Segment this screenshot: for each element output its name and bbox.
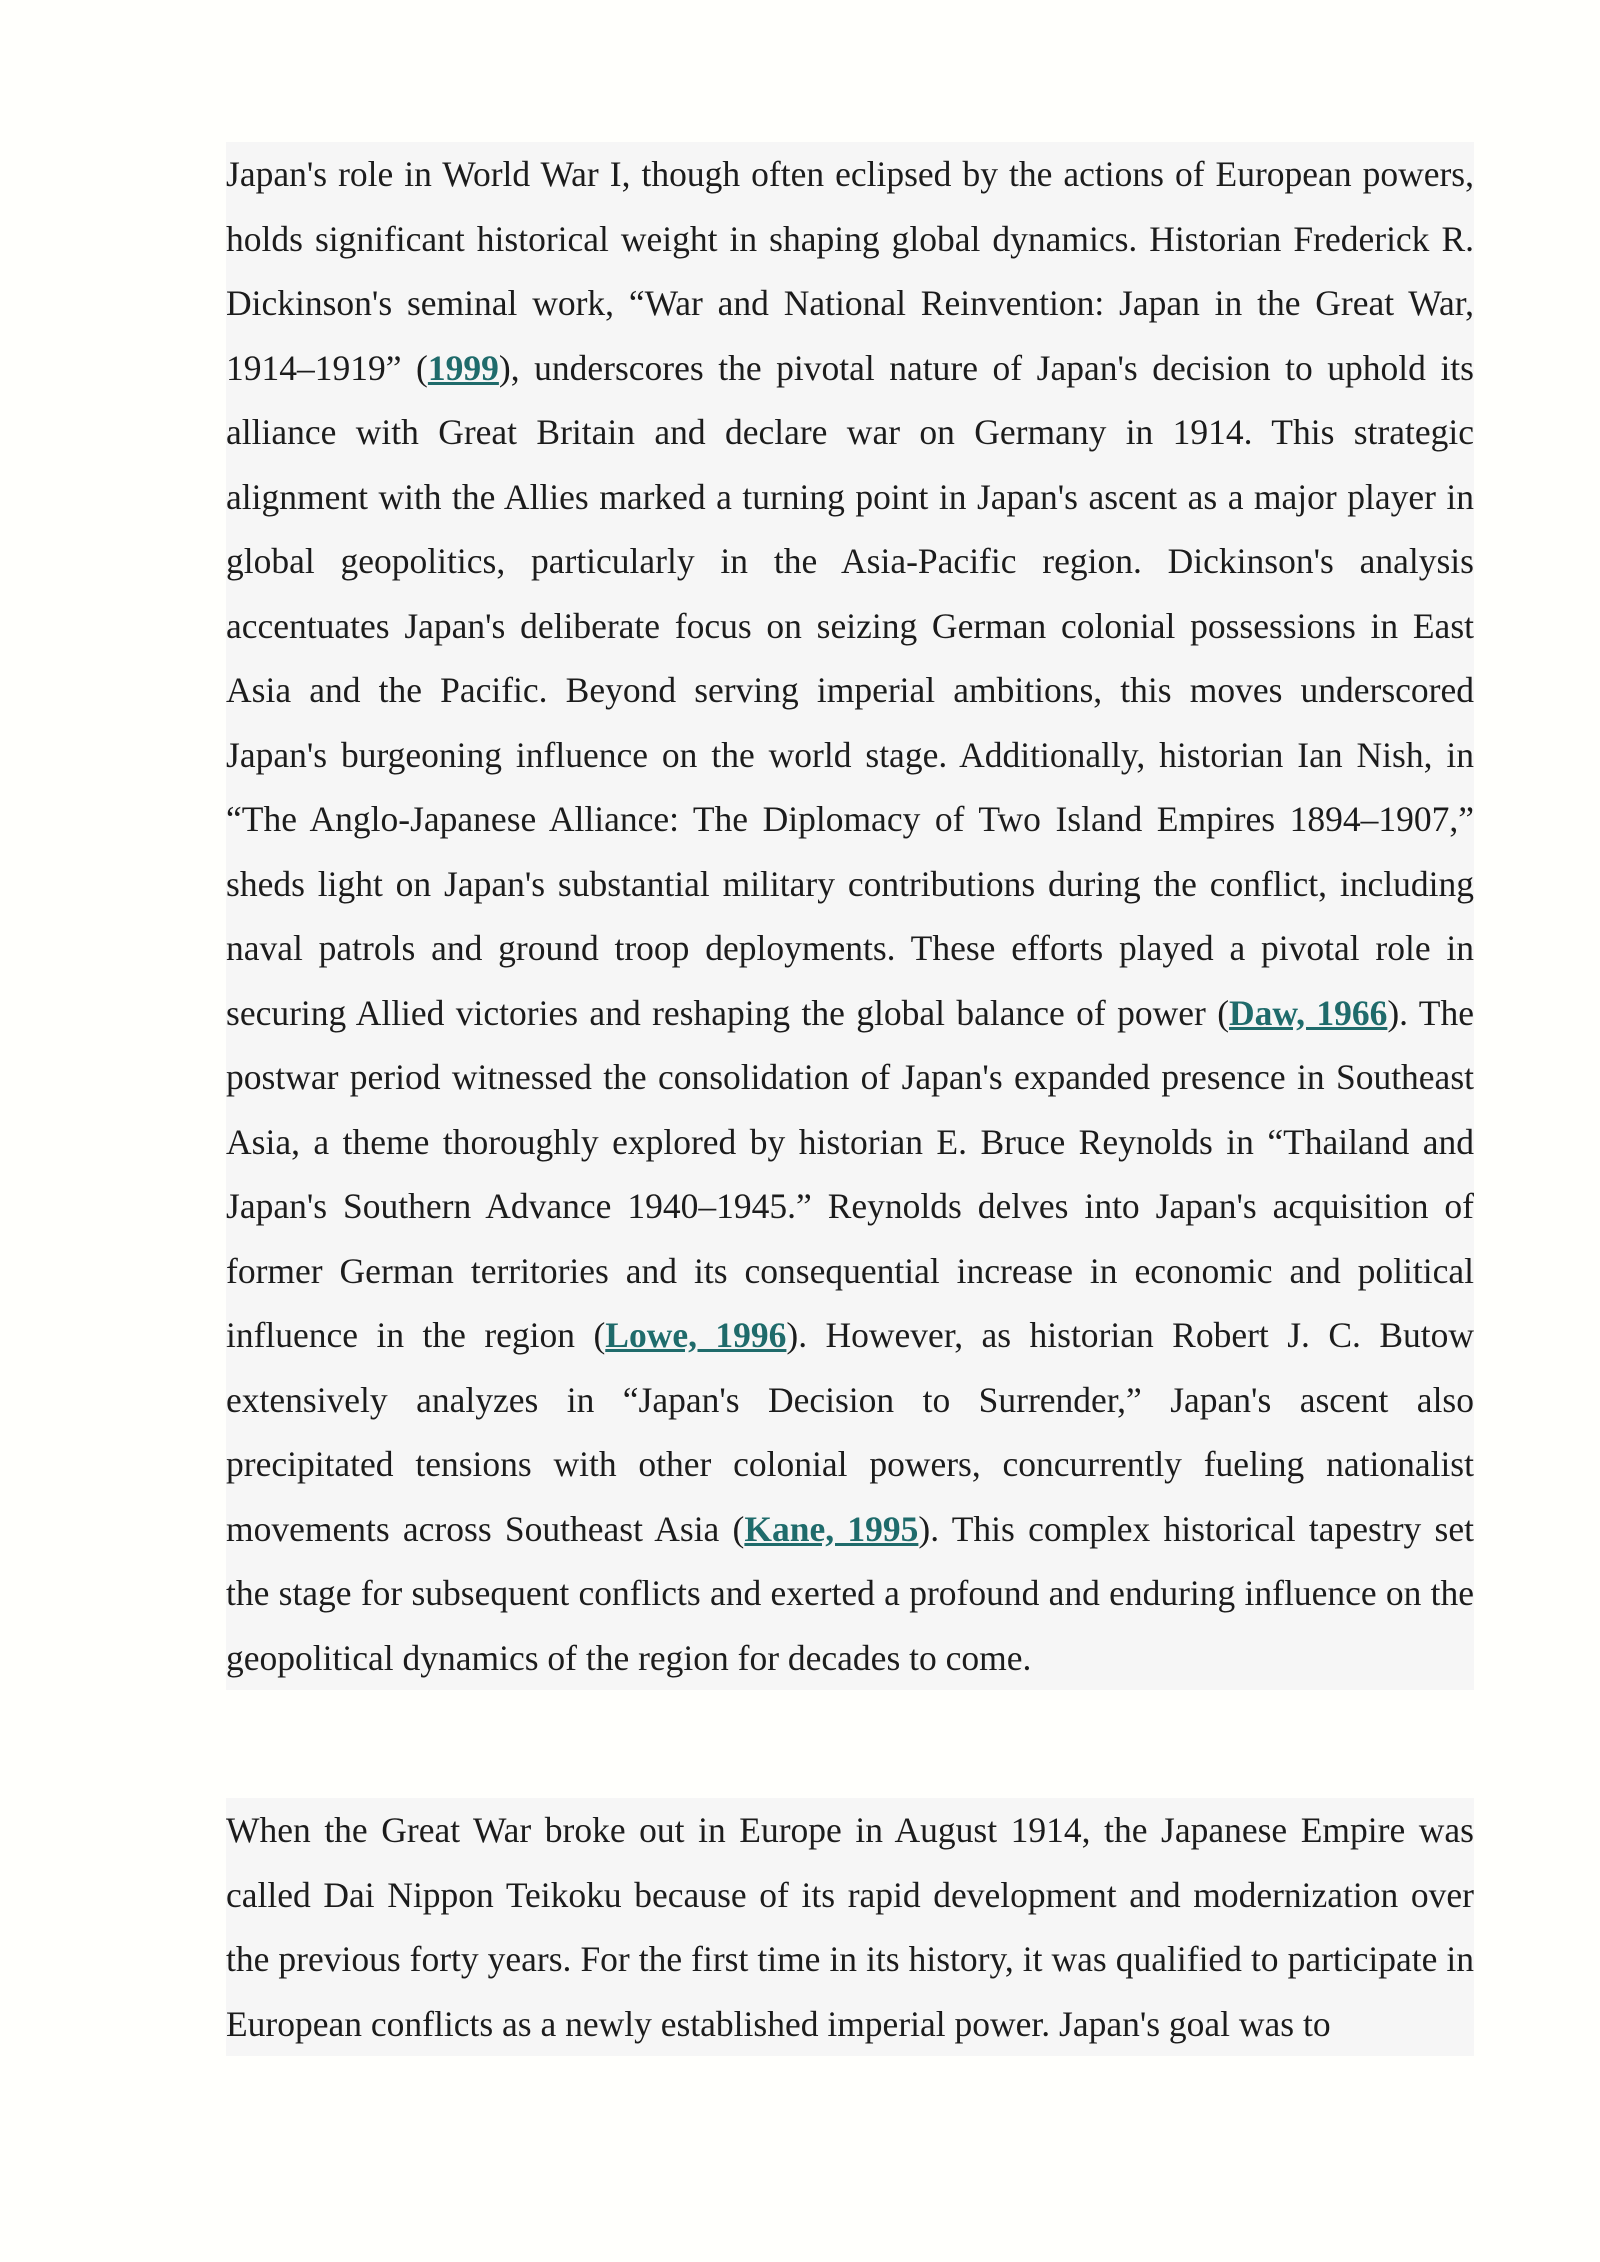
citation-link[interactable]: Daw, 1966	[1229, 992, 1388, 1033]
citation-link[interactable]: 1999	[427, 347, 499, 388]
citation-link[interactable]: Lowe, 1996	[605, 1315, 787, 1355]
paragraph	[226, 142, 1474, 1690]
paragraph	[226, 1798, 1474, 2056]
paragraph-text: When the Great War broke out in Europe in August 1914, the Japanese Empire was called Dai Nippon Teikoku because of its rapid development and modernization over the previous forty years. For the first time in its history, it was qualified to participate in European conflicts as a newly established imperial power. Japan's goal was to	[226, 1810, 1474, 2044]
paragraph-text: ), underscores the pivotal nature of Japan's decision to uphold its alliance with Great Britain and declare war on Germany in 1914. This strategic alignment with the Allies marked a turning point in Japan's ascent as a major player in global geopolitics, particularly in the Asia-Pacific region. Dickinson's analysis accentuates Japan's deliberate focus on seizing German colonial possessions in East Asia and the Pacific. Beyond serving imperial ambitions, this moves underscored Japan's burgeoning influence on the world stage. Additionally, historian Ian Nish, in “The Anglo-Japanese Alliance: The Diplomacy of Two Island Empires 1894–1907,” sheds light on Japan's substantial military contributions during the conflict, including naval patrols and ground troop deployments. These efforts played a pivotal role in securing Allied victories and reshaping the global balance of power (	[226, 347, 1474, 1033]
paragraph-text: Japan's role in World War I, though often eclipsed by the actions of European powers, holds significant historical weight in shaping global dynamics. Historian Frederick R. Dickinson's seminal work, “War and National Reinvention: Japan in the Great War, 1914–1919” (	[226, 154, 1474, 388]
paragraph-text: ). The postwar period witnessed the consolidation of Japan's expanded presence in Southeast Asia, a theme thoroughly explored by historian E. Bruce Reynolds in “Thailand and Japan's Southern Advance 1940–1945.” Reynolds delves into Japan's acquisition of former German territories and its consequential increase in economic and political influence in the region (	[226, 992, 1474, 1355]
paragraph-text: ). However, as historian Robert J. C. Butow extensively analyzes in “Japan's Decision to Surrender,” Japan's ascent also precipitated tensions with other colonial powers, concurrently fueling nationalist movements across Southeast Asia (	[226, 1315, 1474, 1549]
paragraph-text: ). This complex historical tapestry set the stage for subsequent conflicts and exerted a profound and enduring influence on the geopolitical dynamics of the region for decades to come.	[226, 1508, 1474, 1678]
citation-link[interactable]: Kane, 1995	[744, 1508, 919, 1549]
